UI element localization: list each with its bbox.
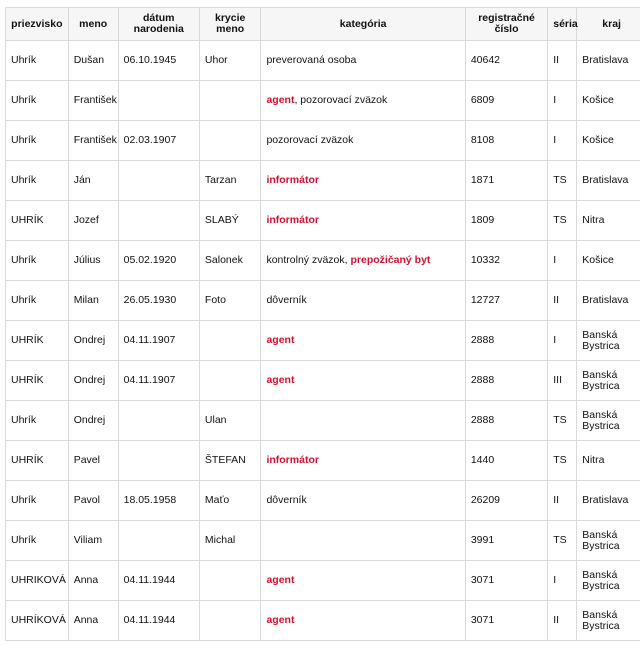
cell-series: TS [548, 401, 577, 441]
cell-series: I [548, 561, 577, 601]
cell-name: Július [68, 241, 118, 281]
cell-category [261, 281, 465, 321]
header-alias[interactable]: krycie meno [199, 8, 261, 41]
cell-date-of-birth: 06.10.1945 [118, 41, 199, 81]
cell-registration-number: 1809 [465, 201, 547, 241]
table-row [6, 361, 640, 401]
cell-name: Ján [68, 161, 118, 201]
records-table [5, 7, 640, 641]
cell-date-of-birth [118, 201, 199, 241]
category-text: pozorovací zväzok [266, 134, 354, 146]
table-row [6, 321, 640, 361]
cell-category [261, 521, 465, 561]
category-tag-highlight: informátor [266, 174, 319, 186]
cell-name: Jozef [68, 201, 118, 241]
cell-series: III [548, 361, 577, 401]
cell-name: Anna [68, 561, 118, 601]
category-tag-highlight: prepožičaný byt [350, 254, 431, 266]
category-text: kontrolný zväzok, [266, 254, 351, 266]
cell-alias: Tarzan [199, 161, 261, 201]
category-text: preverovaná osoba [266, 54, 357, 66]
cell-series: TS [548, 161, 577, 201]
cell-date-of-birth [118, 161, 199, 201]
cell-region: Banská Bystrica [577, 601, 640, 641]
cell-surname: Uhrík [6, 161, 69, 201]
header-name[interactable]: meno [68, 8, 118, 41]
cell-date-of-birth: 05.02.1920 [118, 241, 199, 281]
table-row [6, 561, 640, 601]
cell-date-of-birth [118, 441, 199, 481]
category-text: , pozorovací zväzok [294, 94, 388, 106]
cell-category [261, 41, 465, 81]
cell-name: František [68, 121, 118, 161]
cell-alias: Foto [199, 281, 261, 321]
cell-region: Banská Bystrica [577, 561, 640, 601]
category-tag-highlight: agent [266, 374, 295, 386]
cell-surname: Uhrík [6, 121, 69, 161]
table-row [6, 401, 640, 441]
cell-registration-number: 3991 [465, 521, 547, 561]
cell-registration-number: 6809 [465, 81, 547, 121]
cell-surname: UHRÍKOVÁ [6, 601, 69, 641]
category-tag-highlight: informátor [266, 214, 319, 226]
header-date-of-birth[interactable]: dátum narodenia [118, 8, 199, 41]
cell-series: TS [548, 521, 577, 561]
cell-surname: UHRÍK [6, 201, 69, 241]
cell-series: II [548, 481, 577, 521]
cell-region: Košice [577, 241, 640, 281]
cell-series: I [548, 241, 577, 281]
cell-region: Bratislava [577, 481, 640, 521]
cell-name: Ondrej [68, 401, 118, 441]
category-text: dôverník [266, 294, 307, 306]
cell-series: I [548, 121, 577, 161]
cell-series: I [548, 321, 577, 361]
category-tag-highlight: informátor [266, 454, 319, 466]
cell-name: František [68, 81, 118, 121]
cell-alias [199, 321, 261, 361]
cell-region: Košice [577, 121, 640, 161]
cell-alias [199, 121, 261, 161]
cell-category [261, 321, 465, 361]
table-row [6, 81, 640, 121]
cell-region: Banská Bystrica [577, 361, 640, 401]
table-row [6, 41, 640, 81]
cell-category [261, 441, 465, 481]
cell-surname: Uhrík [6, 401, 69, 441]
cell-alias: Uhor [199, 41, 261, 81]
cell-registration-number: 1871 [465, 161, 547, 201]
cell-category [261, 81, 465, 121]
table-row [6, 441, 640, 481]
cell-category [261, 161, 465, 201]
table-row [6, 481, 640, 521]
records-table-container [5, 7, 640, 641]
cell-registration-number: 10332 [465, 241, 547, 281]
cell-registration-number: 40642 [465, 41, 547, 81]
cell-date-of-birth [118, 521, 199, 561]
cell-surname: Uhrík [6, 41, 69, 81]
category-text: dôverník [266, 494, 307, 506]
table-row [6, 121, 640, 161]
header-category[interactable]: kategória [261, 8, 465, 41]
category-tag-highlight: agent [266, 94, 295, 106]
cell-region: Banská Bystrica [577, 401, 640, 441]
header-region[interactable]: kraj [577, 8, 640, 41]
cell-alias [199, 601, 261, 641]
cell-alias: SLABÝ [199, 201, 261, 241]
cell-alias: Ulan [199, 401, 261, 441]
cell-category [261, 201, 465, 241]
cell-date-of-birth: 26.05.1930 [118, 281, 199, 321]
cell-category [261, 401, 465, 441]
cell-surname: Uhrík [6, 81, 69, 121]
cell-region: Nitra [577, 201, 640, 241]
cell-alias: Maťo [199, 481, 261, 521]
table-row [6, 201, 640, 241]
cell-series: II [548, 601, 577, 641]
cell-registration-number: 2888 [465, 361, 547, 401]
table-body [6, 41, 640, 641]
cell-registration-number: 3071 [465, 601, 547, 641]
cell-series: I [548, 81, 577, 121]
cell-surname: Uhrík [6, 521, 69, 561]
cell-date-of-birth: 04.11.1944 [118, 601, 199, 641]
table-row [6, 281, 640, 321]
cell-registration-number: 3071 [465, 561, 547, 601]
cell-name: Anna [68, 601, 118, 641]
cell-name: Pavel [68, 441, 118, 481]
category-tag-highlight: agent [266, 334, 295, 346]
cell-date-of-birth [118, 81, 199, 121]
cell-date-of-birth: 18.05.1958 [118, 481, 199, 521]
cell-region: Bratislava [577, 281, 640, 321]
cell-registration-number: 12727 [465, 281, 547, 321]
cell-registration-number: 2888 [465, 401, 547, 441]
cell-surname: Uhrík [6, 481, 69, 521]
category-tag-highlight: agent [266, 614, 295, 626]
cell-date-of-birth: 04.11.1944 [118, 561, 199, 601]
cell-alias [199, 81, 261, 121]
cell-date-of-birth: 02.03.1907 [118, 121, 199, 161]
cell-series: II [548, 41, 577, 81]
cell-name: Milan [68, 281, 118, 321]
cell-alias [199, 361, 261, 401]
cell-category [261, 601, 465, 641]
header-row [6, 8, 640, 41]
cell-date-of-birth: 04.11.1907 [118, 361, 199, 401]
cell-name: Dušan [68, 41, 118, 81]
cell-registration-number: 1440 [465, 441, 547, 481]
cell-category [261, 561, 465, 601]
cell-registration-number: 8108 [465, 121, 547, 161]
cell-surname: UHRIKOVÁ [6, 561, 69, 601]
cell-alias: Michal [199, 521, 261, 561]
cell-name: Pavol [68, 481, 118, 521]
cell-region: Bratislava [577, 161, 640, 201]
cell-category [261, 241, 465, 281]
cell-region: Košice [577, 81, 640, 121]
table-row [6, 241, 640, 281]
cell-name: Viliam [68, 521, 118, 561]
cell-alias: ŠTEFAN [199, 441, 261, 481]
cell-surname: UHRÍK [6, 361, 69, 401]
cell-registration-number: 2888 [465, 321, 547, 361]
table-row [6, 161, 640, 201]
cell-series: TS [548, 441, 577, 481]
cell-date-of-birth: 04.11.1907 [118, 321, 199, 361]
cell-region: Bratislava [577, 41, 640, 81]
cell-alias [199, 561, 261, 601]
table-row [6, 601, 640, 641]
header-surname[interactable]: priezvisko [6, 8, 69, 41]
cell-series: II [548, 281, 577, 321]
cell-surname: Uhrík [6, 281, 69, 321]
header-series[interactable]: séria [548, 8, 577, 41]
cell-surname: UHRÍK [6, 321, 69, 361]
cell-name: Ondrej [68, 361, 118, 401]
table-row [6, 521, 640, 561]
cell-name: Ondrej [68, 321, 118, 361]
cell-date-of-birth [118, 401, 199, 441]
cell-registration-number: 26209 [465, 481, 547, 521]
cell-category [261, 121, 465, 161]
header-registration-number[interactable]: registračné číslo [465, 8, 547, 41]
cell-category [261, 361, 465, 401]
cell-region: Banská Bystrica [577, 321, 640, 361]
cell-surname: Uhrík [6, 241, 69, 281]
category-tag-highlight: agent [266, 574, 295, 586]
cell-alias: Salonek [199, 241, 261, 281]
cell-category [261, 481, 465, 521]
cell-series: TS [548, 201, 577, 241]
cell-region: Nitra [577, 441, 640, 481]
cell-surname: UHRÍK [6, 441, 69, 481]
cell-region: Banská Bystrica [577, 521, 640, 561]
